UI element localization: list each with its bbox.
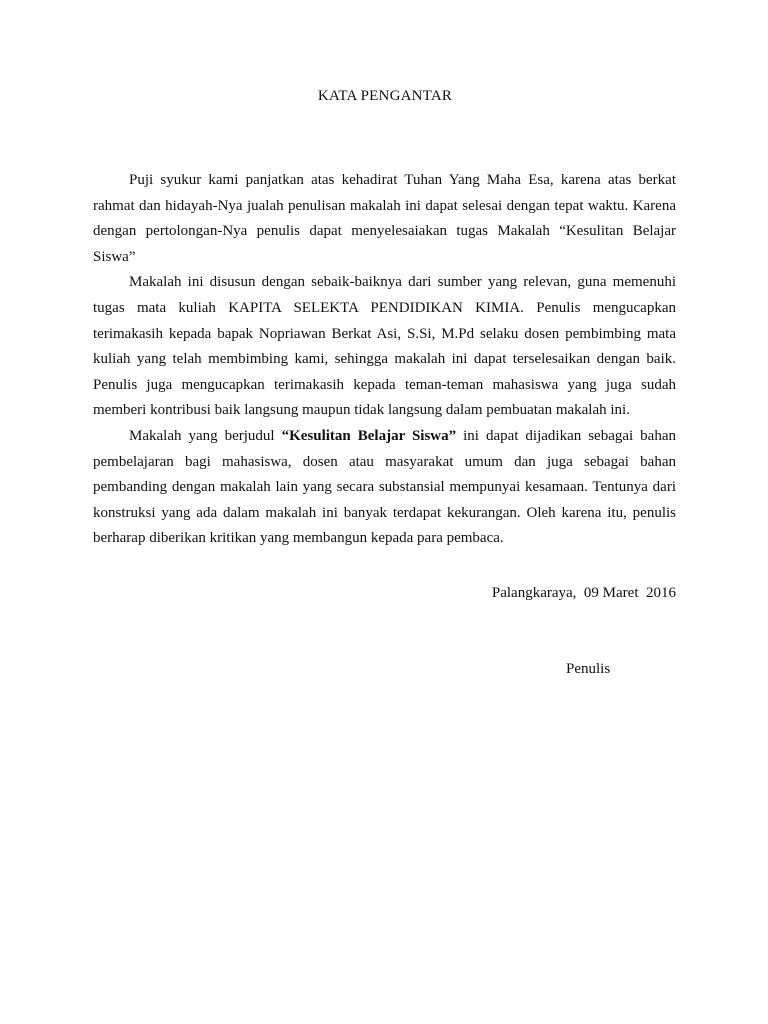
paragraph-closing-end: ini dapat dijadikan sebagai bahan pembelajaran bagi mahasiswa, dosen atau masyarakat umum dan juga sebagai bahan pembanding dengan makalah lain yang secara substansial mempunyai kesamaan. Tentunya dari konstruksi yang ada dalam makalah ini banyak terdapat kekurangan. Oleh karena itu, penulis berharap diberikan kritikan yang membangun kepada para pembaca. [93, 427, 676, 547]
paragraph-closing-start: Makalah yang berjudul [129, 427, 282, 444]
paragraph-closing [93, 424, 676, 552]
paragraph-acknowledgement: Makalah ini disusun dengan sebaik-baiknya dari sumber yang relevan, guna memenuhi tugas mata kuliah KAPITA SELEKTA PENDIDIKAN KIMIA. Penulis mengucapkan terimakasih kepada bapak Nopriawan Berkat Asi, S.Si, M.Pd selaku dosen pembimbing mata kuliah yang telah membimbing kami, sehingga makalah ini dapat terselesaikan dengan baik. Penulis juga mengucapkan terimakasih kepada teman-teman mahasiswa yang juga sudah memberi kontribusi baik langsung maupun tidak langsung dalam pembuatan makalah ini. [93, 274, 676, 419]
author-signature-label: Penulis [566, 661, 611, 677]
body-text [93, 168, 676, 552]
paragraph-opening: Puji syukur kami panjatkan atas kehadirat Tuhan Yang Maha Esa, karena atas berkat rahmat dan hidayah-Nya jualah penulisan makalah ini dapat selesai dengan tepat waktu. Karena dengan pertolongan-Nya penulis dapat menyelesaiakan tugas Makalah “Kesulitan Belajar Siswa” [93, 172, 676, 265]
page-title: KATA PENGANTAR [317, 88, 453, 104]
place-date: Palangkaraya, 09 Maret 2016 [491, 585, 676, 601]
paper-title-quote: “Kesulitan Belajar Siswa” [281, 427, 457, 444]
